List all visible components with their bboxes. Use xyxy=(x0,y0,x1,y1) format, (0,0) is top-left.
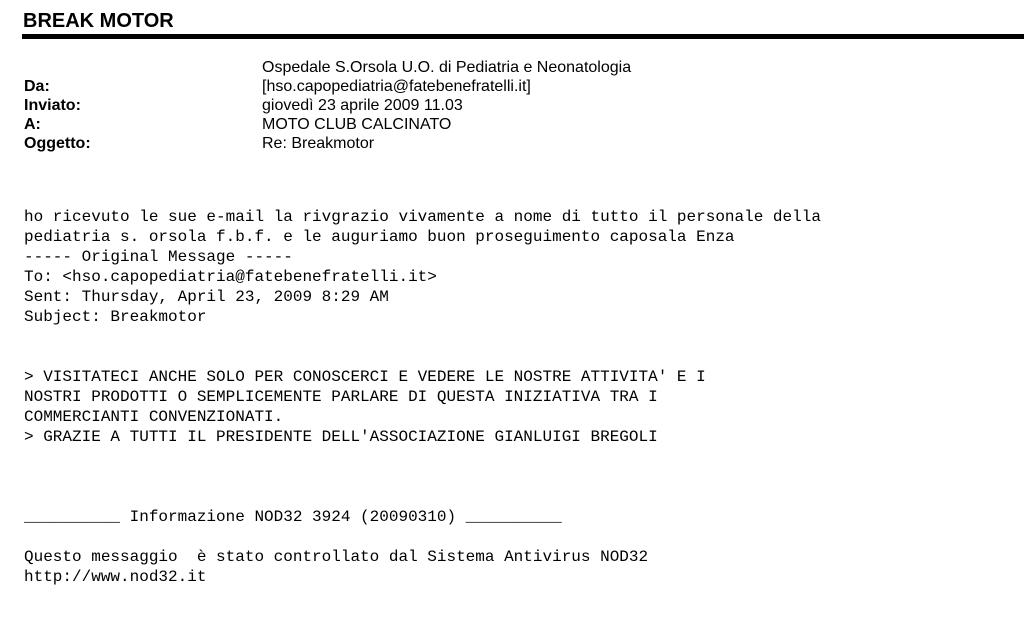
subject-label: Oggetto: xyxy=(24,135,91,152)
subject-row xyxy=(24,134,1004,153)
reply-line: ho ricevuto le sue e-mail la rivgrazio vivamente a nome di tutto il personale della xyxy=(24,208,821,226)
to-value: MOTO CLUB CALCINATO xyxy=(262,116,452,133)
from-address: [hso.capopediatria@fatebenefratelli.it] xyxy=(262,78,531,95)
antivirus-link: http://www.nod32.it xyxy=(24,568,207,586)
antivirus-banner: __________ Informazione NOD32 3924 (20090310) __________ xyxy=(24,508,562,526)
subject-value: Re: Breakmotor xyxy=(262,135,375,152)
spacer xyxy=(24,327,821,347)
sent-row xyxy=(24,96,1004,115)
spacer xyxy=(24,347,821,367)
quoted-line: NOSTRI PRODOTTI O SEMPLICEMENTE PARLARE DI QUESTA INIZIATIVA TRA I xyxy=(24,388,658,406)
document-title: BREAK MOTOR xyxy=(23,10,174,32)
sent-label: Inviato: xyxy=(24,97,81,114)
spacer xyxy=(24,487,821,507)
original-sent: Sent: Thursday, April 23, 2009 8:29 AM xyxy=(24,288,389,306)
spacer xyxy=(24,467,821,487)
reply-line: pediatria s. orsola f.b.f. e le auguriamo buon proseguimento caposala Enza xyxy=(24,228,735,246)
quoted-line: > GRAZIE A TUTTI IL PRESIDENTE DELL'ASSOCIAZIONE GIANLUIGI BREGOLI xyxy=(24,428,658,446)
to-label: A: xyxy=(24,116,41,133)
from-label: Da: xyxy=(24,78,50,95)
spacer xyxy=(24,527,821,547)
sent-value: giovedì 23 aprile 2009 11.03 xyxy=(262,97,463,114)
message-body xyxy=(24,207,821,587)
from-row xyxy=(24,58,1004,96)
antivirus-line: Questo messaggio è stato controllato dal Sistema Antivirus NOD32 xyxy=(24,548,649,566)
from-value xyxy=(262,58,1004,96)
spacer xyxy=(24,447,821,467)
from-name: Ospedale S.Orsola U.O. di Pediatria e Neonatologia xyxy=(262,59,632,76)
original-subject: Subject: Breakmotor xyxy=(24,308,207,326)
original-to: To: <hso.capopediatria@fatebenefratelli.it> xyxy=(24,268,437,286)
original-message-header: ----- Original Message ----- xyxy=(24,248,293,266)
quoted-line: COMMERCIANTI CONVENZIONATI. xyxy=(24,408,284,426)
title-divider xyxy=(22,34,1024,39)
to-row xyxy=(24,115,1004,134)
quoted-line: > VISITATECI ANCHE SOLO PER CONOSCERCI E VEDERE LE NOSTRE ATTIVITA' E I xyxy=(24,368,706,386)
email-header xyxy=(24,58,1004,153)
